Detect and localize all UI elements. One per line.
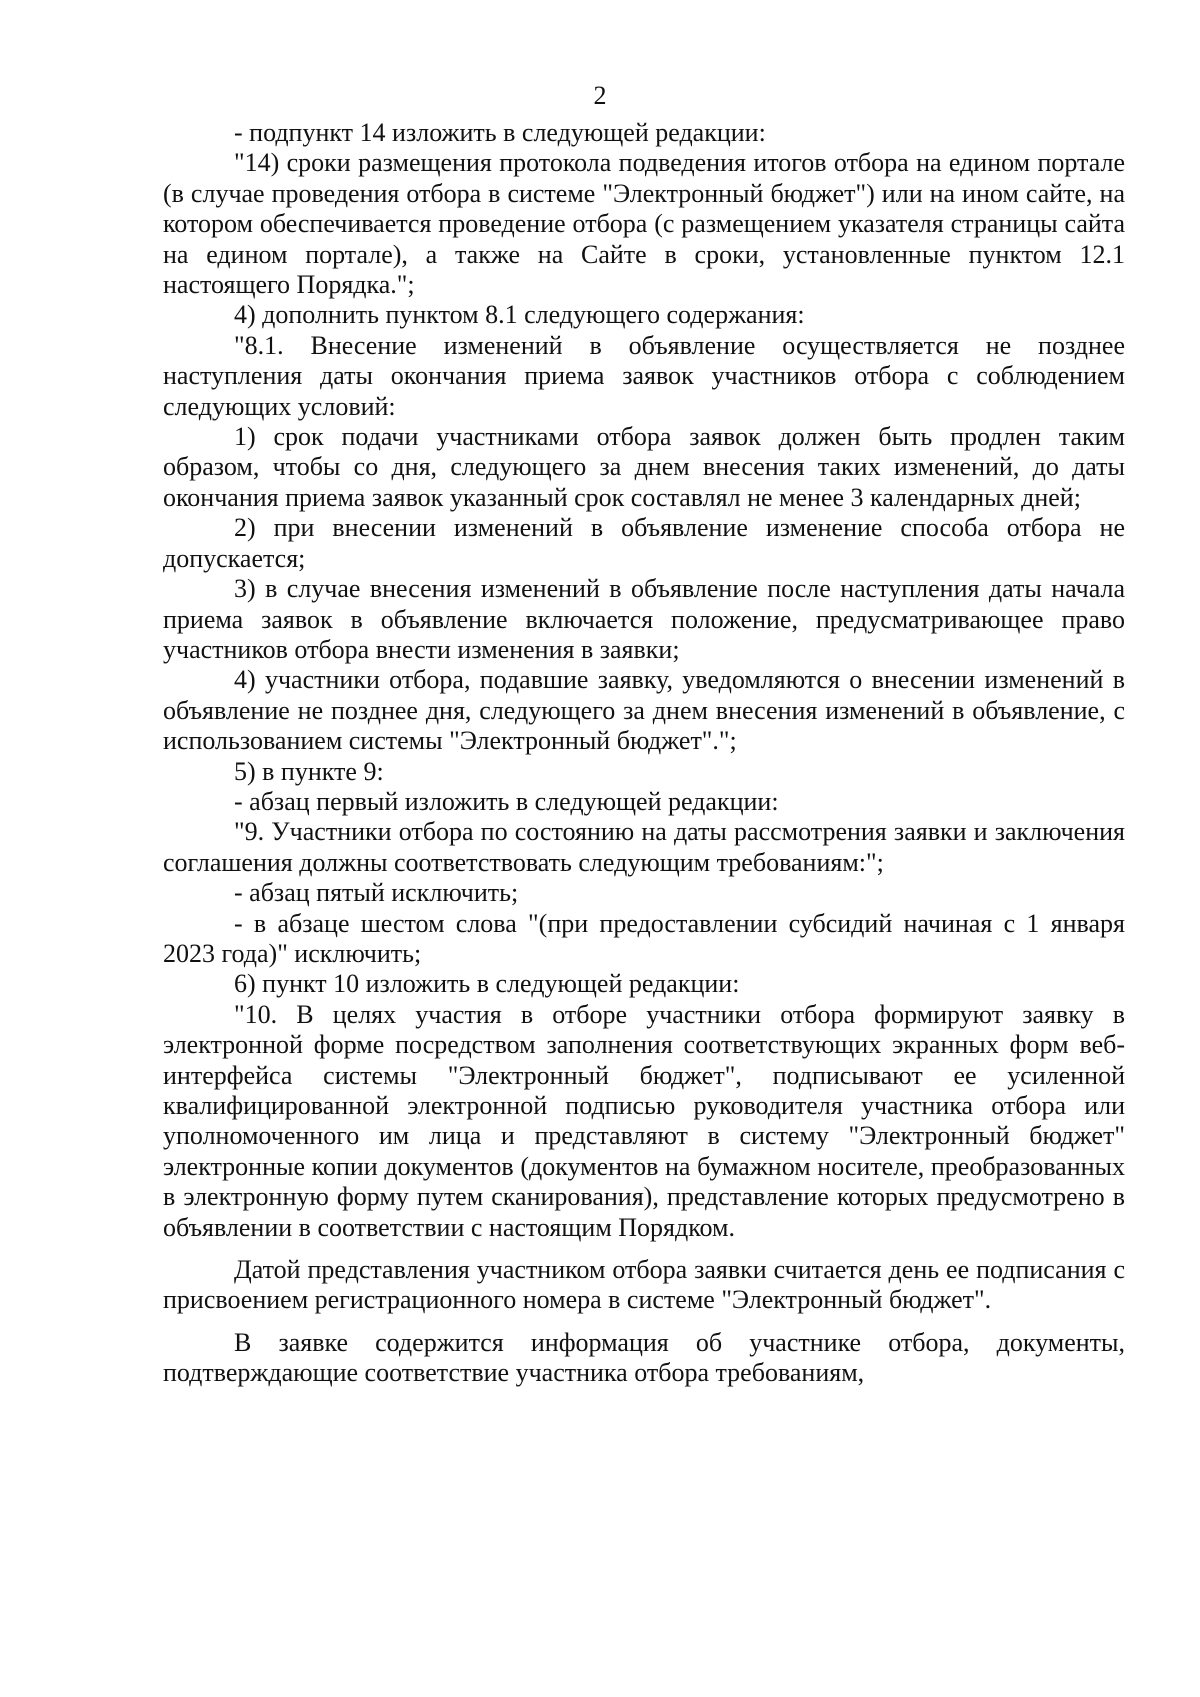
paragraph-10: "10. В целях участия в отборе участники отбора формируют заявку в электронной форме посредством заполнения соответствующих экранных форм веб-интерфейса системы "Электронный бюджет", подписывают ее усиленной квалифицированной электронной подписью руководителя участника отбора или уполномоченного им лица и представляют в систему "Электронный бюджет" электронные копии документов (документов на бумажном носителе, преобразованных в электронную форму путем сканирования), представление которых предусмотрено в объявлении в соответствии с настоящим Порядком. <box>163 999 1125 1242</box>
document-body <box>163 118 1125 1389</box>
paragraph-item-6: 6) пункт 10 изложить в следующей редакции: <box>234 969 740 999</box>
paragraph-condition-3: 3) в случае внесения изменений в объявление после наступления даты начала приема заявок в объявление включается положение, предусматривающее право участников отбора внести изменения в заявки; <box>163 574 1125 664</box>
paragraph-item-5-fifth: - абзац пятый исключить; <box>234 878 519 908</box>
paragraph-condition-1: 1) срок подачи участниками отбора заявок должен быть продлен таким образом, чтобы со дня, следующего за днем внесения таких изменений, до даты окончания приема заявок указанный срок составлял не менее 3 календарных дней; <box>163 422 1125 512</box>
page-number: 2 <box>593 81 607 110</box>
paragraph-8-1: "8.1. Внесение изменений в объявление осуществляется не позднее наступления даты окончания приема заявок участников отбора с соблюдением следующих условий: <box>163 330 1125 421</box>
paragraph-item-5: 5) в пункте 9: <box>234 756 384 786</box>
paragraph-item-5-sixth: - в абзаце шестом слова "(при предоставлении субсидий начиная с 1 января 2023 года)" исключить; <box>163 908 1125 968</box>
paragraph-subitem-14-intro: - подпункт 14 изложить в следующей редакции: <box>234 118 766 147</box>
paragraph-item-5-first: - абзац первый изложить в следующей редакции: <box>234 786 779 816</box>
paragraph-application-content: В заявке содержится информация об участнике отбора, документы, подтверждающие соответствие участника отбора требованиям, <box>163 1327 1125 1388</box>
paragraph-submission-date: Датой представления участником отбора заявки считается день ее подписания с присвоением регистрационного номера в системе "Электронный бюджет". <box>163 1255 1125 1315</box>
paragraph-9: "9. Участники отбора по состоянию на даты рассмотрения заявки и заключения соглашения должны соответствовать следующим требованиям:"; <box>163 817 1125 877</box>
paragraph-condition-2: 2) при внесении изменений в объявление изменение способа отбора не допускается; <box>163 513 1125 573</box>
paragraph-item-4: 4) дополнить пунктом 8.1 следующего содержания: <box>234 300 805 330</box>
paragraph-condition-4: 4) участники отбора, подавшие заявку, уведомляются о внесении изменений в объявление не позднее дня, следующего за днем внесения изменений в объявление, с использованием системы "Электронный бюджет"."; <box>163 665 1125 756</box>
paragraph-subitem-14-text: "14) сроки размещения протокола подведения итогов отбора на едином портале (в случае проведения отбора в системе "Электронный бюджет") или на ином сайте, на котором обеспечивается проведение отбора (с размещением указателя страницы сайта на едином портале), а также на Сайте в сроки, установленные пунктом 12.1 настоящего Порядка."; <box>163 148 1125 300</box>
